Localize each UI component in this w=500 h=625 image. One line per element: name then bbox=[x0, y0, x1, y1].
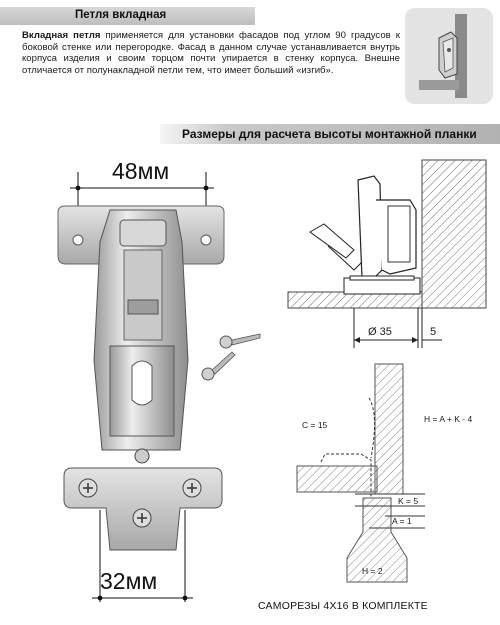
h-label: H = 2 bbox=[362, 566, 383, 576]
inset-hinge-thumbnail-icon bbox=[405, 8, 493, 104]
installation-drawing-bottom bbox=[285, 358, 495, 590]
screw-icon bbox=[202, 352, 235, 380]
screws-illustration bbox=[198, 326, 268, 386]
top-width-label: 48мм bbox=[112, 158, 170, 184]
description-paragraph bbox=[22, 30, 400, 76]
formula-label: H = A + K - 4 bbox=[424, 414, 473, 424]
screw-icon bbox=[220, 334, 260, 348]
screws-included-note: САМОРЕЗЫ 4Х16 В КОМПЛЕКТЕ bbox=[258, 600, 428, 612]
installation-drawing-top bbox=[270, 150, 490, 350]
c-label: C = 15 bbox=[302, 420, 328, 430]
a-label: A = 1 bbox=[392, 516, 412, 526]
k-label: K = 5 bbox=[398, 496, 419, 506]
inset-hinge-thumbnail bbox=[405, 8, 493, 104]
diameter-label: Ø 35 bbox=[368, 326, 392, 338]
offset-label: 5 bbox=[430, 326, 437, 338]
section-title: Размеры для расчета высоты монтажной планки bbox=[182, 127, 477, 141]
description-text: применяется для установки фасадов под углом 90 градусов к боковой стенке или перегородке. Фасад в данном случае устанавливается внутрь корпуса изделия и своим торцом почти упирается в стенку корпуса. Внешне отличается от полунакладной петли тем, что имеет больший «изгиб». bbox=[22, 30, 401, 76]
description-term: Вкладная петля bbox=[22, 30, 101, 41]
bottom-width-label: 32мм bbox=[100, 568, 158, 594]
page-title: Петля вкладная bbox=[75, 9, 167, 21]
